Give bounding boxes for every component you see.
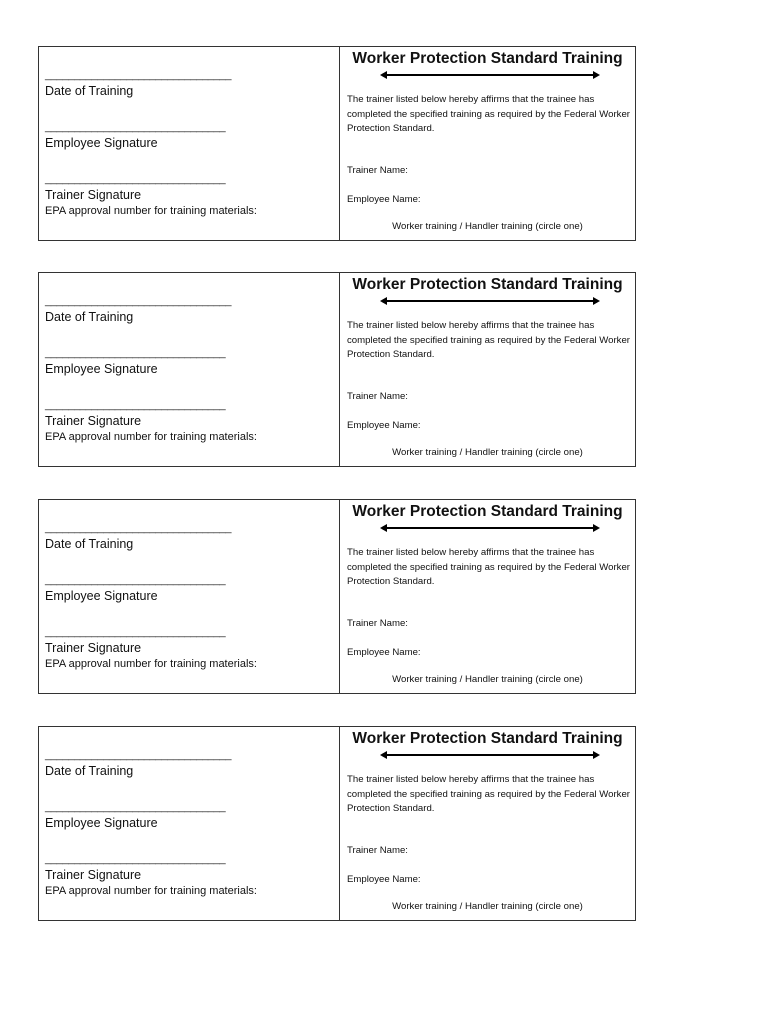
affirmation-text: The trainer listed below hereby affirms that the trainee has completed the specified training as required by the Federal Worker Protection Standard. [347, 94, 630, 134]
certificate-section [340, 500, 635, 693]
signature-section [39, 47, 340, 240]
trainer-signature-line[interactable]: _______________________________ [45, 853, 226, 865]
date-of-training-label: Date of Training [45, 537, 134, 551]
employee-name-label: Employee Name: [347, 874, 421, 885]
trainer-name-label: Trainer Name: [347, 165, 408, 176]
date-signature-line[interactable]: ________________________________ [45, 295, 232, 307]
date-signature-line[interactable]: ________________________________ [45, 522, 232, 534]
affirmation-text: The trainer listed below hereby affirms that the trainee has completed the specified training as required by the Federal Worker Protection Standard. [347, 774, 630, 814]
employee-signature-label: Employee Signature [45, 136, 158, 150]
certificate-section [340, 273, 635, 466]
signature-section [39, 500, 340, 693]
signature-section [39, 727, 340, 920]
certificate-section [340, 727, 635, 920]
double-arrow-icon [380, 751, 600, 759]
double-arrow-icon [380, 71, 600, 79]
employee-name-label: Employee Name: [347, 647, 421, 658]
trainer-signature-line[interactable]: _______________________________ [45, 399, 226, 411]
employee-name-label: Employee Name: [347, 194, 421, 205]
date-signature-line[interactable]: ________________________________ [45, 69, 232, 81]
trainer-name-label: Trainer Name: [347, 618, 408, 629]
date-of-training-label: Date of Training [45, 310, 134, 324]
certificate-section [340, 47, 635, 240]
training-type-option[interactable]: Worker training / Handler training (circle one) [392, 221, 583, 232]
training-card [38, 726, 636, 921]
card-title: Worker Protection Standard Training [352, 50, 623, 67]
trainer-name-label: Trainer Name: [347, 845, 408, 856]
affirmation-text: The trainer listed below hereby affirms that the trainee has completed the specified training as required by the Federal Worker Protection Standard. [347, 547, 630, 587]
trainer-signature-line[interactable]: _______________________________ [45, 626, 226, 638]
training-card [38, 272, 636, 467]
epa-approval-label: EPA approval number for training materials: [45, 431, 257, 443]
affirmation-text: The trainer listed below hereby affirms that the trainee has completed the specified training as required by the Federal Worker Protection Standard. [347, 320, 630, 360]
trainer-name-label: Trainer Name: [347, 391, 408, 402]
employee-signature-label: Employee Signature [45, 816, 158, 830]
date-of-training-label: Date of Training [45, 764, 134, 778]
card-title: Worker Protection Standard Training [352, 730, 623, 747]
trainer-signature-label: Trainer Signature [45, 188, 142, 202]
training-type-option[interactable]: Worker training / Handler training (circle one) [392, 901, 583, 912]
employee-signature-label: Employee Signature [45, 362, 158, 376]
epa-approval-label: EPA approval number for training materials: [45, 658, 257, 670]
training-card [38, 46, 636, 241]
card-title: Worker Protection Standard Training [352, 276, 623, 293]
epa-approval-label: EPA approval number for training materials: [45, 205, 257, 217]
training-type-option[interactable]: Worker training / Handler training (circle one) [392, 674, 583, 685]
trainer-signature-label: Trainer Signature [45, 868, 142, 882]
trainer-signature-label: Trainer Signature [45, 641, 142, 655]
trainer-signature-label: Trainer Signature [45, 414, 142, 428]
employee-name-label: Employee Name: [347, 420, 421, 431]
card-title: Worker Protection Standard Training [352, 503, 623, 520]
employee-signature-label: Employee Signature [45, 589, 158, 603]
employee-signature-line[interactable]: _______________________________ [45, 801, 226, 813]
double-arrow-icon [380, 297, 600, 305]
employee-signature-line[interactable]: _______________________________ [45, 347, 226, 359]
signature-section [39, 273, 340, 466]
employee-signature-line[interactable]: _______________________________ [45, 121, 226, 133]
date-of-training-label: Date of Training [45, 84, 134, 98]
training-type-option[interactable]: Worker training / Handler training (circle one) [392, 447, 583, 458]
employee-signature-line[interactable]: _______________________________ [45, 574, 226, 586]
date-signature-line[interactable]: ________________________________ [45, 749, 232, 761]
trainer-signature-line[interactable]: _______________________________ [45, 173, 226, 185]
training-card [38, 499, 636, 694]
epa-approval-label: EPA approval number for training materials: [45, 885, 257, 897]
double-arrow-icon [380, 524, 600, 532]
